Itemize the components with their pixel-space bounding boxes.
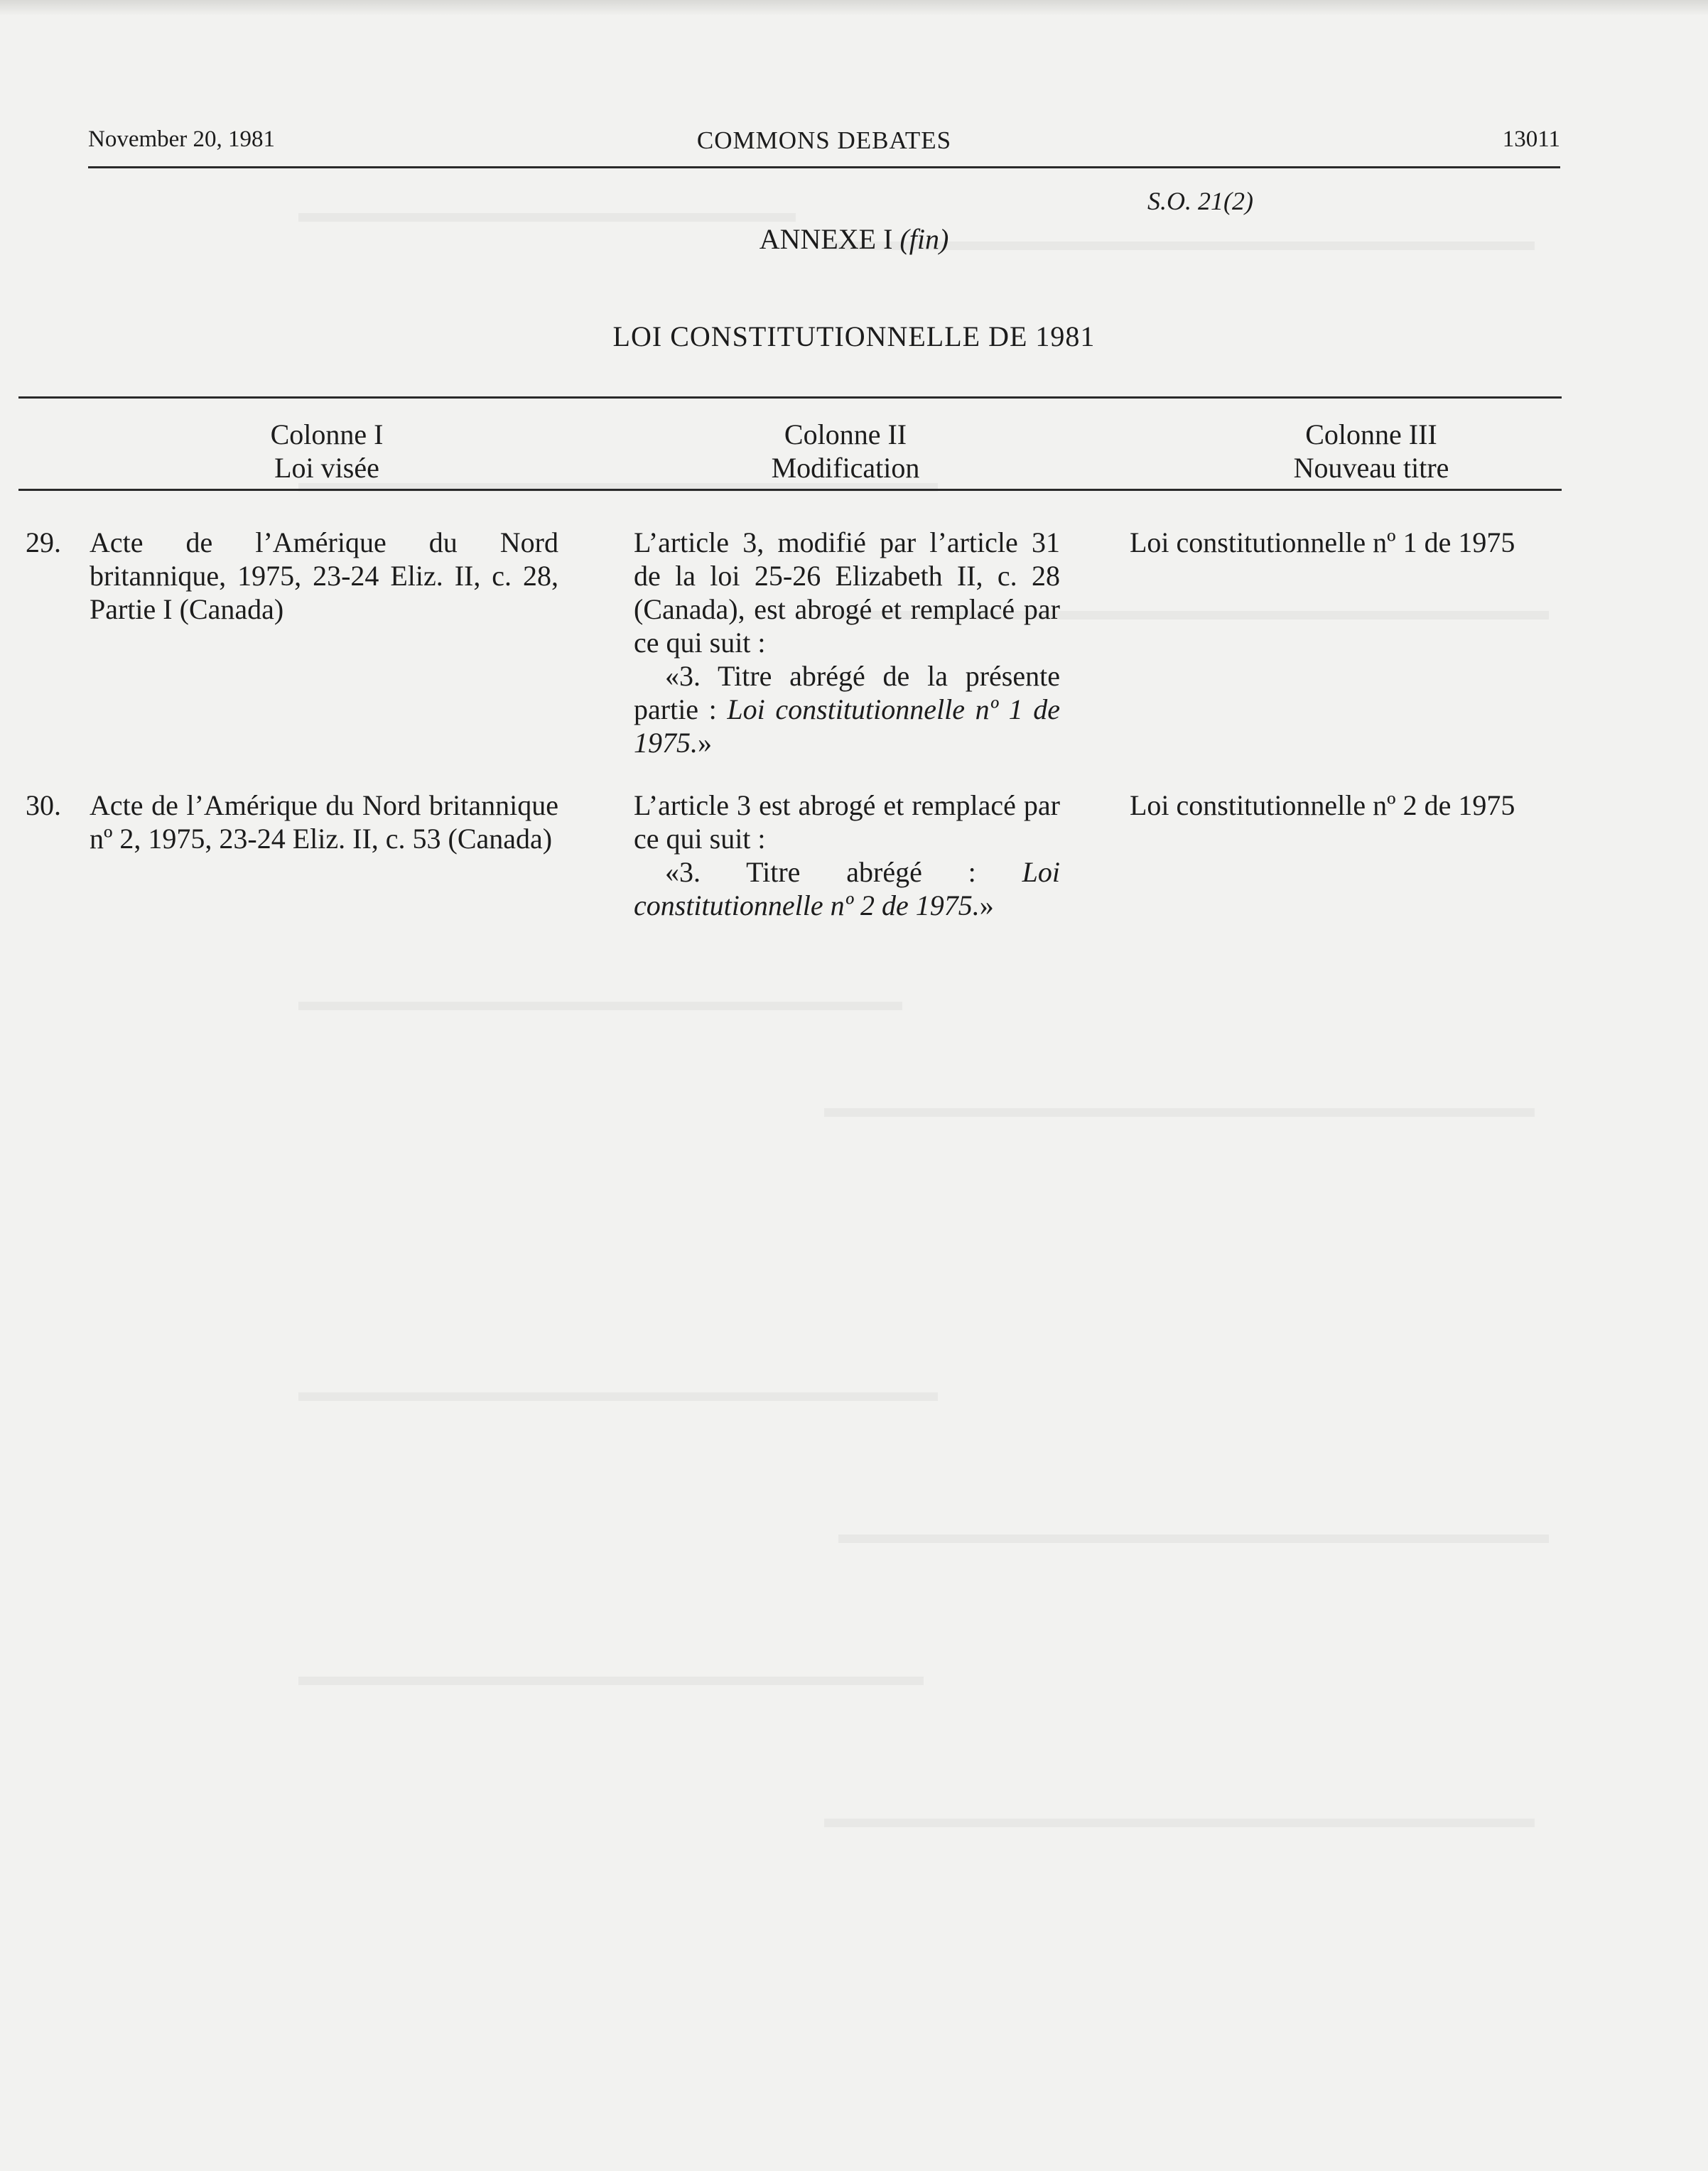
column-header-2-line1: Colonne II — [784, 418, 907, 450]
quote-italic: Loi constitutionnelle nº 2 de 1975. — [634, 856, 1060, 921]
column-header-1-line2: Loi visée — [274, 452, 379, 484]
quote-start: «3. Titre abrégé : — [665, 856, 1022, 888]
quote-end: » — [698, 727, 712, 759]
quote-start: «3. Titre abrégé de la présente partie : — [634, 660, 1060, 725]
annexe-heading — [0, 222, 1708, 256]
column-header-1 — [192, 418, 462, 484]
column-header-2 — [625, 418, 1066, 484]
table-top-rule — [18, 396, 1562, 399]
page-header — [88, 126, 1560, 168]
amendment-intro: L’article 3 est abrogé et remplacé par ce qui suit : — [634, 789, 1060, 855]
quote-end: » — [979, 889, 994, 921]
header-date: November 20, 1981 — [88, 126, 276, 152]
new-title: Loi constitutionnelle nº 2 de 1975 — [1130, 789, 1515, 821]
law-title: LOI CONSTITUTIONNELLE DE 1981 — [612, 320, 1096, 352]
header-title: COMMONS DEBATES — [696, 126, 952, 154]
new-title: Loi constitutionnelle nº 1 de 1975 — [1130, 526, 1515, 558]
scan-edge — [0, 0, 1708, 16]
amendment — [634, 789, 1060, 922]
annexe-suffix: (fin) — [899, 223, 949, 255]
amendment-quote — [634, 855, 1060, 922]
row-number: 30. — [26, 789, 61, 821]
column-header-3-line2: Nouveau titre — [1293, 452, 1449, 484]
amendment-intro: L’article 3, modifié par l’article 31 de la loi 25-26 Elizabeth II, c. 28 (Canada), est abrogé et remplacé par ce qui suit : — [634, 526, 1060, 659]
column-header-3-line1: Colonne III — [1305, 418, 1437, 450]
column-header-1-line1: Colonne I — [270, 418, 384, 450]
act-referenced: Acte de l’Amérique du Nord britannique nº 2, 1975, 23-24 Eliz. II, c. 53 (Canada) — [90, 789, 558, 855]
standing-order-reference: S.O. 21(2) — [1147, 187, 1253, 215]
row-number: 29. — [26, 526, 61, 558]
quote-italic: Loi constitutionnelle nº 1 de 1975. — [634, 693, 1061, 759]
act-referenced: Acte de l’Amérique du Nord britannique, 1975, 23-24 Eliz. II, c. 28, Partie I (Canada) — [90, 526, 558, 625]
amendment-quote — [634, 659, 1060, 759]
table-header-rule — [18, 489, 1562, 491]
column-header-3 — [1172, 418, 1570, 484]
amendment — [634, 526, 1060, 759]
page-number: 13011 — [1502, 126, 1560, 152]
annexe-label: ANNEXE I — [759, 223, 893, 255]
column-header-2-line2: Modification — [771, 452, 920, 484]
